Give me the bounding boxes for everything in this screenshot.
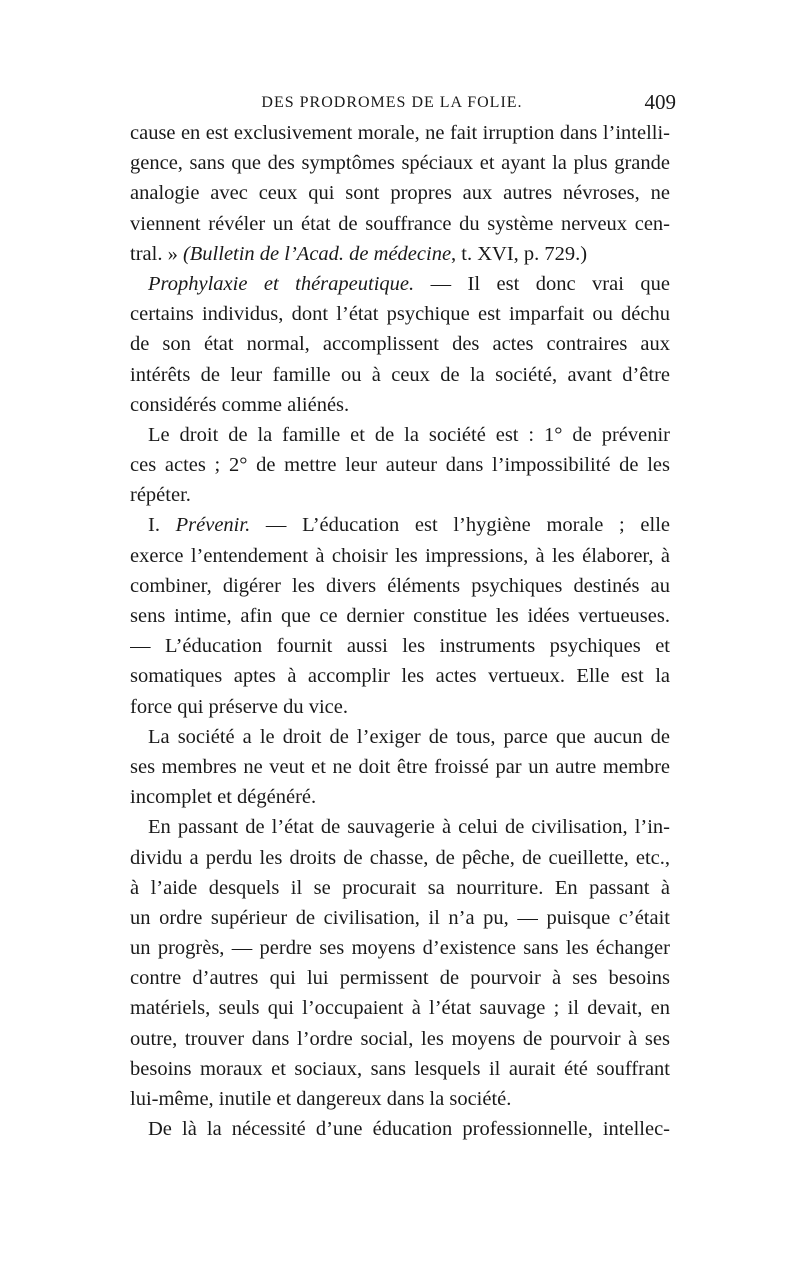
text-segment: — Il est donc vrai que — [414, 272, 670, 295]
text-line: analogie avec ceux qui sont propres aux autres névroses, ne — [130, 182, 670, 205]
text-line: Le droit de la famille et de la société est : 1° de prévenir — [148, 423, 670, 446]
text-line: ces actes ; 2° de mettre leur auteur dans l’impossibilité de les — [130, 454, 670, 477]
running-title: DES PRODROMES DE LA FOLIE. — [261, 94, 523, 111]
text-line: contre d’autres qui lui permissent de pourvoir à ses besoins — [130, 967, 670, 990]
text-segment: tral. » — [130, 242, 178, 265]
text-line: besoins moraux et sociaux, sans lesquels il aurait été souffrant — [130, 1057, 670, 1080]
text-line: cause en est exclusivement morale, ne fait irruption dans l’intelli- — [130, 122, 670, 144]
text-line: de son état normal, accomplissent des actes contraires aux — [130, 333, 670, 356]
body-text — [130, 118, 670, 1144]
text-line: En passant de l’état de sauvagerie à celui de civilisation, l’in- — [148, 816, 670, 839]
text-line: un progrès, — perdre ses moyens d’existence sans les échanger — [130, 937, 670, 960]
text-line: viennent révéler un état de souffrance du système nerveux cen- — [130, 212, 670, 235]
text-line: lui-même, inutile et dangereux dans la société. — [130, 1088, 512, 1110]
text-line: force qui préserve du vice. — [130, 695, 348, 718]
page-header — [130, 88, 676, 118]
text-segment: — L’éducation est l’hygiène morale ; elle — [250, 514, 670, 537]
text-segment: , t. XVI, p. 729.) — [451, 242, 588, 265]
section-heading-italic: Prévenir. — [175, 514, 251, 537]
text-line: intérêts de leur famille ou à ceux de la société, avant d’être — [130, 363, 670, 386]
text-line: certains individus, dont l’état psychique est imparfait ou déchu — [130, 303, 670, 326]
text-line: dividu a perdu les droits de chasse, de pêche, de cueillette, etc., — [130, 846, 670, 869]
text-line: répéter. — [130, 484, 191, 507]
text-line: outre, trouver dans l’ordre social, les moyens de pourvoir à ses — [130, 1027, 670, 1050]
text-line: considérés comme aliénés. — [130, 393, 350, 416]
text-line: sens intime, afin que ce dernier constitue les idées vertueuses. — [130, 605, 670, 627]
text-line: La société a le droit de l’exiger de tous, parce que aucun de — [148, 725, 670, 748]
text-line: somatiques aptes à accomplir les actes vertueux. Elle est la — [130, 665, 670, 688]
text-line: matériels, seuls qui l’occupaient à l’état sauvage ; il devait, en — [130, 997, 670, 1020]
text-line: un ordre supérieur de civilisation, il n’a pu, — puisque c’était — [130, 906, 670, 929]
text-line — [130, 510, 670, 540]
text-line: gence, sans que des symptômes spéciaux et ayant la plus grande — [130, 152, 670, 175]
section-heading-italic: Prophylaxie et thérapeutique. — [148, 272, 415, 295]
text-line: De là la nécessité d’une éducation professionnelle, intellec- — [148, 1118, 670, 1141]
text-line: incomplet et dégénéré. — [130, 786, 317, 809]
text-line: à l’aide desquels il se procurait sa nourriture. En passant à — [130, 876, 670, 899]
text-line: combiner, digérer les divers éléments psychiques destinés au — [130, 574, 670, 597]
text-line — [130, 269, 670, 299]
page-number: 409 — [644, 90, 676, 114]
text-line: exerce l’entendement à choisir les impressions, à les élaborer, à — [130, 544, 670, 567]
text-line: — L’éducation fournit aussi les instruments psychiques et — [130, 635, 670, 658]
text-line — [130, 239, 670, 269]
text-line: ses membres ne veut et ne doit être froissé par un autre membre — [130, 755, 670, 778]
book-page — [130, 88, 676, 1144]
citation-italic: (Bulletin de l’Acad. de médecine — [182, 242, 452, 265]
text-segment: I. — [148, 514, 160, 537]
